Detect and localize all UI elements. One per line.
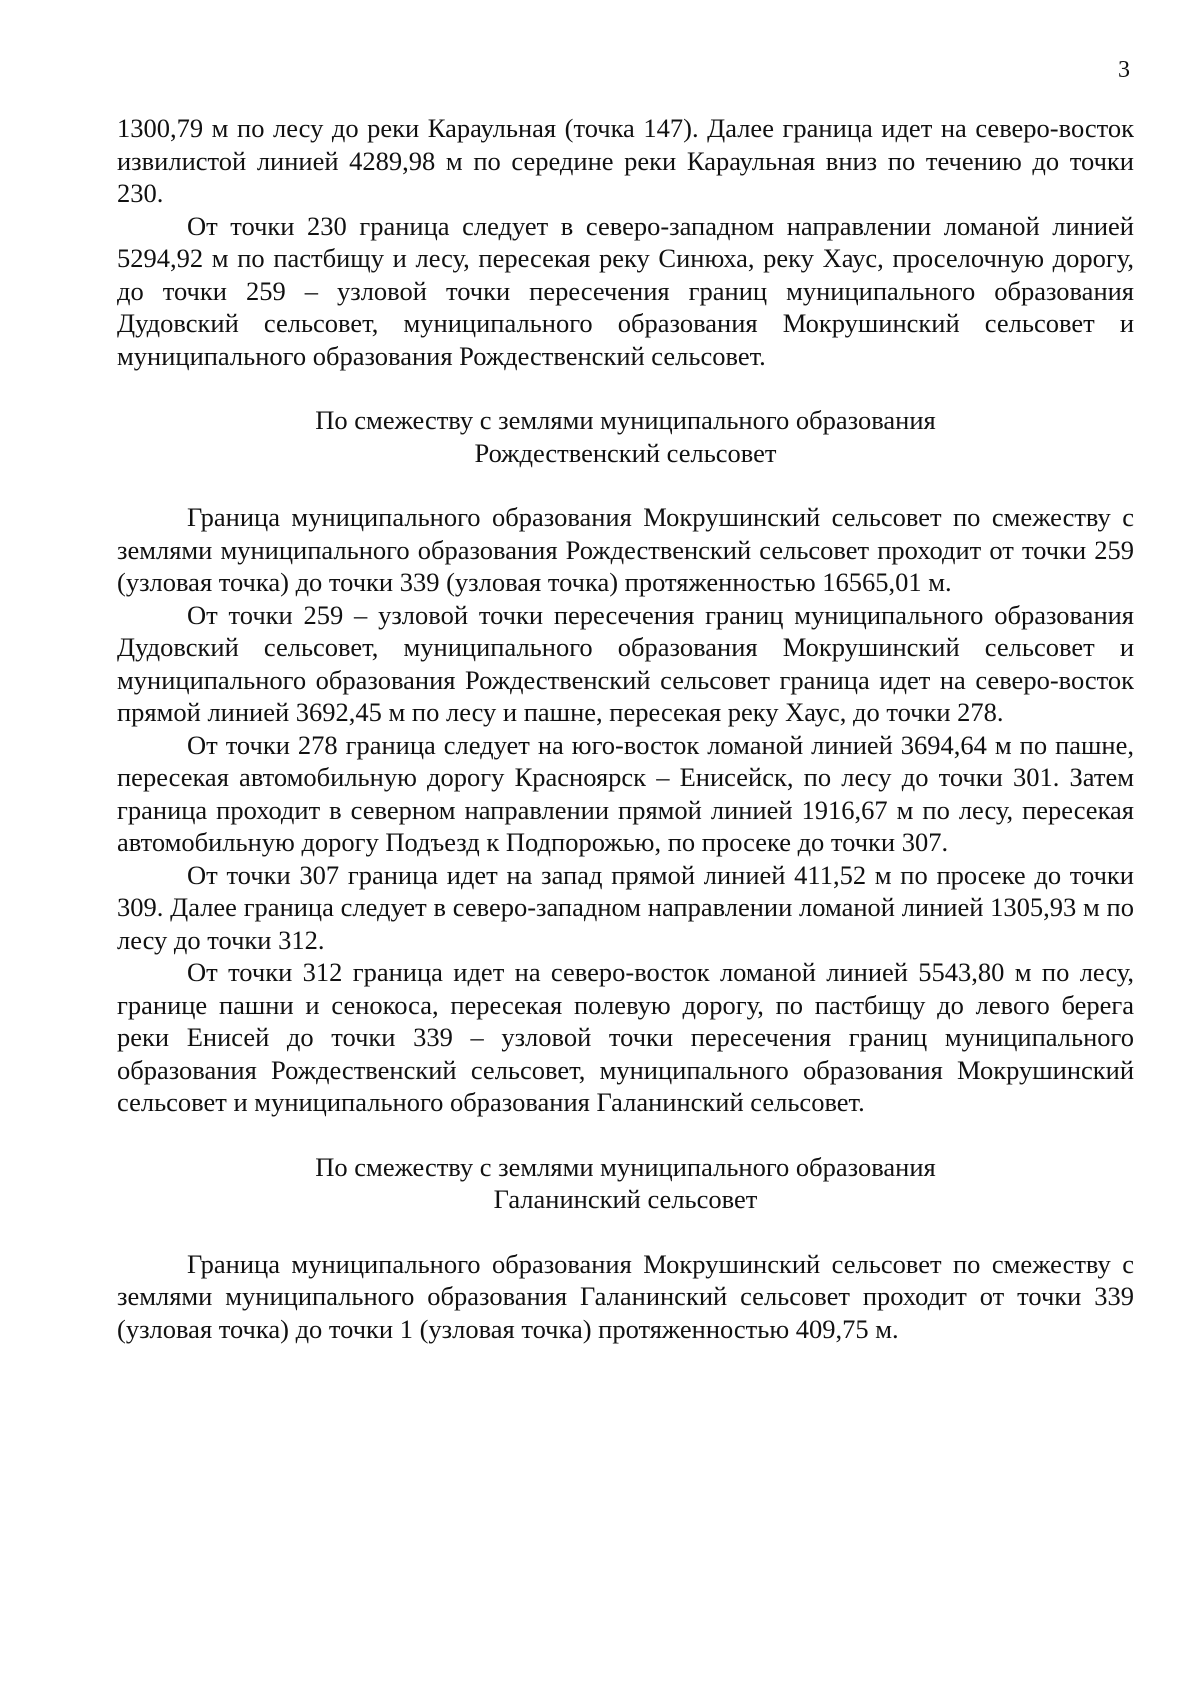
document-body <box>117 112 1134 1345</box>
paragraph-rozhdestvensky-point-278: От точки 278 граница следует на юго-восток ломаной линией 3694,64 м по пашне, пересекая автомобильную дорогу Красноярск – Енисейск, по лесу до точки 301. Затем граница проходит в северном направлении прямой линией 1916,67 м по лесу, пересекая автомобильную дорогу Подъезд к Подпорожью, по просеке до точки 307. <box>117 729 1134 857</box>
spacer <box>117 1216 1134 1248</box>
section-heading-line2: Галанинский сельсовет <box>493 1184 758 1214</box>
paragraph-intro-continuation: 1300,79 м по лесу до реки Караульная (точка 147). Далее граница идет на северо-восток извилистой линией 4289,98 м по середине реки Караульная вниз по течению до точки 230. <box>117 113 1134 208</box>
section-heading-rozhdestvensky <box>117 404 1134 469</box>
section-heading-line2: Рождественский сельсовет <box>474 437 777 468</box>
spacer <box>117 372 1134 404</box>
page-number: 3 <box>1118 57 1130 83</box>
section-heading-line1: По смежеству с землями муниципального образования <box>315 1151 936 1182</box>
spacer <box>117 469 1134 501</box>
paragraph-galaninsky-summary: Граница муниципального образования Мокрушинский сельсовет по смежеству с землями муниципального образования Галанинский сельсовет проходит от точки 339 (узловая точка) до точки 1 (узловая точка) протяженностью 409,75 м. <box>117 1248 1134 1344</box>
paragraph-rozhdestvensky-summary: Граница муниципального образования Мокрушинский сельсовет по смежеству с землями муниципального образования Рождественский сельсовет проходит от точки 259 (узловая точка) до точки 339 (узловая точка) протяженностью 16565,01 м. <box>117 502 1134 597</box>
paragraph-intro-point-230: От точки 230 граница следует в северо-западном направлении ломаной линией 5294,92 м по пастбищу и лесу, пересекая реку Синюха, реку Хаус, проселочную дорогу, до точки 259 – узловой точки пересечения границ муниципального образования Дудовский сельсовет, муниципального образования Мокрушинский сельсовет и муниципального образования Рождественский сельсовет. <box>117 210 1134 371</box>
paragraph-rozhdestvensky-point-307: От точки 307 граница идет на запад прямой линией 411,52 м по просеке до точки 309. Далее граница следует в северо-западном направлении ломаной линией 1305,93 м по лесу до точки 312. <box>117 859 1134 955</box>
spacer <box>117 1119 1134 1151</box>
section-heading-galaninsky <box>117 1151 1134 1216</box>
paragraph-rozhdestvensky-point-312: От точки 312 граница идет на северо-восток ломаной линией 5543,80 м по лесу, границе пашни и сенокоса, пересекая полевую дорогу, по пастбищу до левого берега реки Енисей до точки 339 – узловой точки пересечения границ муниципального образования Рождественский сельсовет, муниципального образования Мокрушинский сельсовет и муниципального образования Галанинский сельсовет. <box>117 957 1134 1117</box>
section-heading-line1: По смежеству с землями муниципального образования <box>315 405 936 435</box>
paragraph-rozhdestvensky-point-259: От точки 259 – узловой точки пересечения границ муниципального образования Дудовский сельсовет, муниципального образования Мокрушинский сельсовет и муниципального образования Рождественский сельсовет граница идет на северо-восток прямой линией 3692,45 м по лесу и пашне, пересекая реку Хаус, до точки 278. <box>117 599 1134 727</box>
